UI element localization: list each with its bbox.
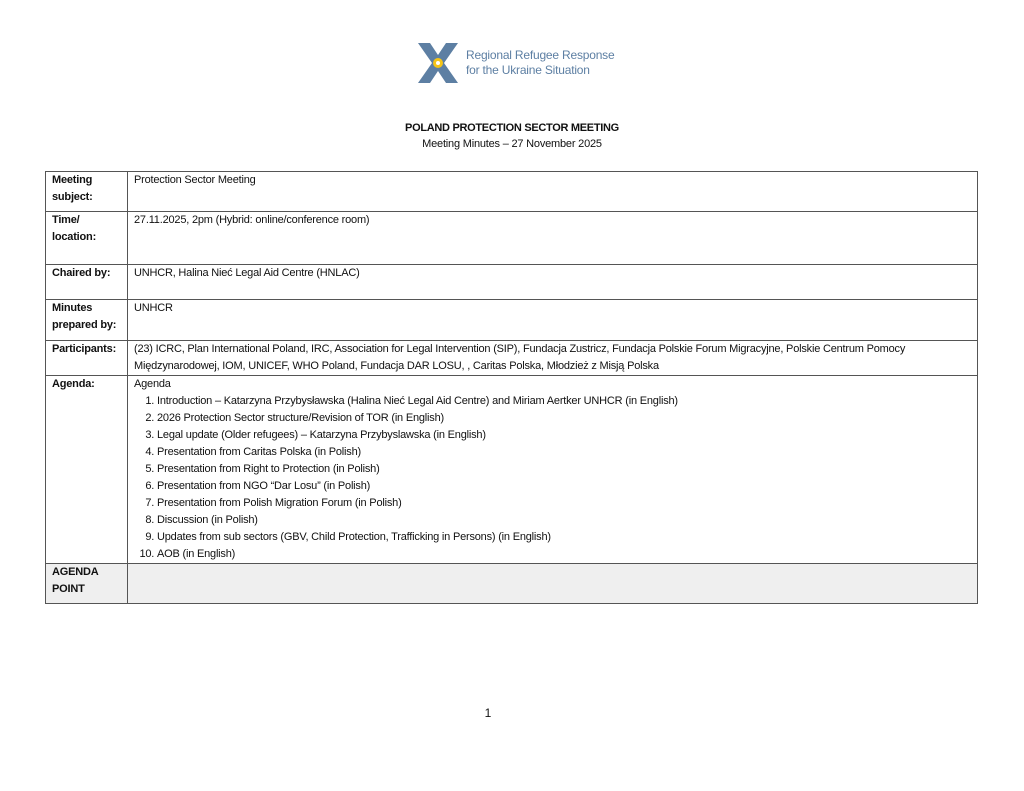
header-logo: [416, 38, 614, 88]
agenda-item: 7. Presentation from Polish Migration Forum (in Polish): [157, 495, 971, 512]
agenda-label: Agenda:: [46, 376, 128, 564]
rrp-logo-icon: [416, 39, 460, 87]
meeting-subject-value: Protection Sector Meeting: [128, 172, 978, 212]
minutes-prepared-by-value: UNHCR: [128, 300, 978, 341]
row-participants: [46, 341, 978, 376]
row-agenda-point: [46, 564, 978, 604]
row-time-location: [46, 212, 978, 265]
agenda-cell: [128, 376, 978, 564]
agenda-item: 5. Presentation from Right to Protection (in Polish): [157, 461, 971, 478]
chaired-by-value: UNHCR, Halina Nieć Legal Aid Centre (HNLAC): [128, 265, 978, 300]
agenda-item: 9. Updates from sub sectors (GBV, Child Protection, Trafficking in Persons) (in English): [157, 529, 971, 546]
time-location-value: 27.11.2025, 2pm (Hybrid: online/conference room): [128, 212, 978, 265]
agenda-point-label: AGENDA POINT: [46, 564, 128, 604]
row-minutes-prepared-by: [46, 300, 978, 341]
agenda-item: 3. Legal update (Older refugees) – Katarzyna Przybyslawska (in English): [157, 427, 971, 444]
minutes-table: [45, 171, 978, 604]
row-meeting-subject: [46, 172, 978, 212]
row-agenda: [46, 376, 978, 564]
agenda-item: 4. Presentation from Caritas Polska (in Polish): [157, 444, 971, 461]
agenda-list: [134, 393, 971, 563]
agenda-point-value: [128, 564, 978, 604]
participants-label: Participants:: [46, 341, 128, 376]
participants-value: (23) ICRC, Plan International Poland, IRC, Association for Legal Intervention (SIP), Fundacja Zustricz, Fundacja Polskie Forum Migracyjne, Polskie Centrum Pomocy Międzynarodowej, IOM, UNICEF, WHO Poland, Fundacja DAR LOSU, , Caritas Polska, Młodzież z Misją Polska: [128, 341, 978, 376]
minutes-prepared-by-label: Minutes prepared by:: [46, 300, 128, 341]
agenda-item: 10. AOB (in English): [157, 546, 971, 563]
logo-text: [466, 48, 614, 78]
agenda-item: 1. Introduction – Katarzyna Przybysławska (Halina Nieć Legal Aid Centre) and Miriam Aertker UNHCR (in English): [157, 393, 971, 410]
agenda-item: 2. 2026 Protection Sector structure/Revision of TOR (in English): [157, 410, 971, 427]
time-location-label: Time/ location:: [46, 212, 128, 265]
chaired-by-label: Chaired by:: [46, 265, 128, 300]
meeting-subject-label: Meeting subject:: [46, 172, 128, 212]
agenda-item: 6. Presentation from NGO “Dar Losu” (in Polish): [157, 478, 971, 495]
logo-line-2: for the Ukraine Situation: [466, 63, 590, 77]
agenda-heading: Agenda: [134, 378, 171, 390]
page-number: 1: [484, 706, 492, 720]
document-title: POLAND PROTECTION SECTOR MEETING: [405, 122, 619, 134]
agenda-item: 8. Discussion (in Polish): [157, 512, 971, 529]
row-chaired-by: [46, 265, 978, 300]
document-subtitle: Meeting Minutes – 27 November 2025: [422, 138, 602, 150]
logo-line-1: Regional Refugee Response: [466, 48, 615, 62]
